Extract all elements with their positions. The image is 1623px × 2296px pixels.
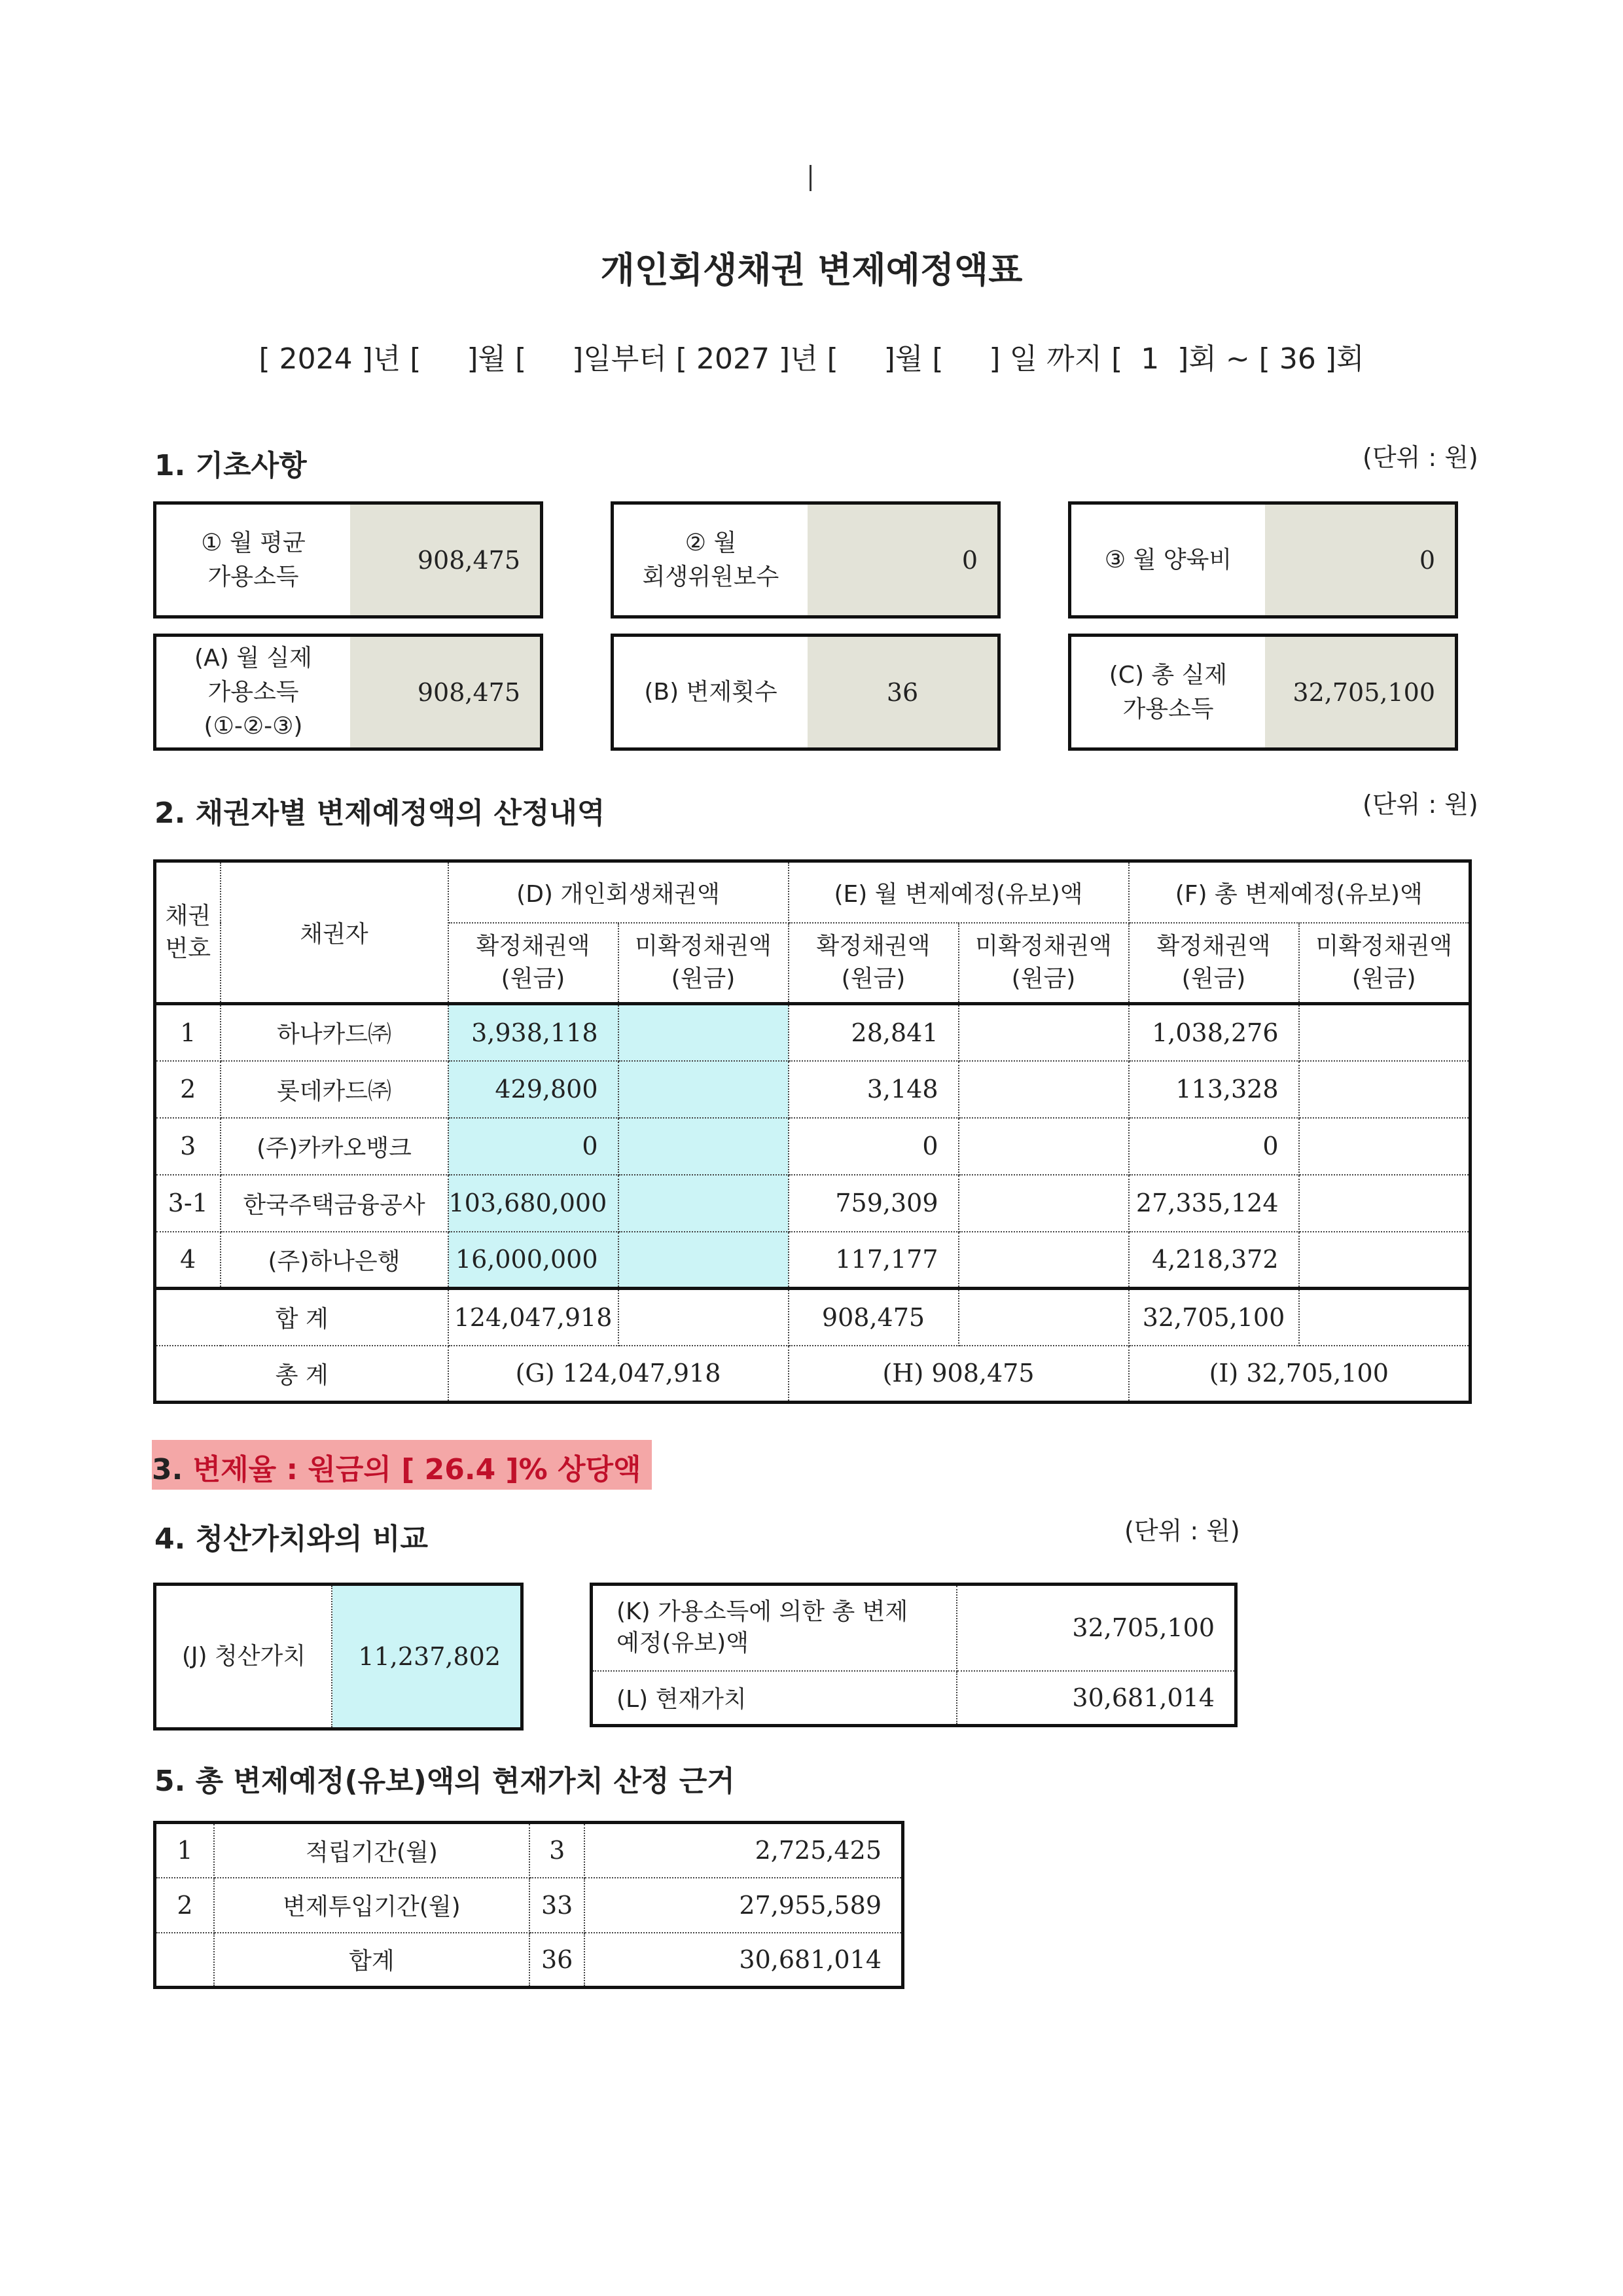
pv-row-no (155, 1933, 214, 1988)
commissioner-fee-box (611, 501, 1001, 619)
row-d-unconfirmed (618, 1118, 789, 1175)
creditor-table (153, 859, 1472, 1404)
subtotal-row (155, 1289, 1471, 1346)
repayment-count-label: (B) 변제횟수 (644, 678, 777, 706)
monthly-avg-income-label: ① 월 평균 가용소득 (201, 529, 306, 590)
row-e-confirmed: 759,309 (789, 1175, 959, 1232)
row-f-confirmed: 1,038,276 (1129, 1004, 1299, 1061)
section1-heading: 1. 기초사항 (154, 449, 307, 482)
row-no: 3 (155, 1118, 221, 1175)
commissioner-fee-value: 0 (808, 505, 997, 615)
total-g: (G) 124,047,918 (448, 1346, 789, 1403)
table-row (155, 1004, 1471, 1061)
comparison-table (590, 1583, 1238, 1727)
repayment-count-box (611, 634, 1001, 751)
table-row (155, 1878, 903, 1933)
row-f-confirmed: 27,335,124 (1129, 1175, 1299, 1232)
row-f-unconfirmed (1299, 1004, 1471, 1061)
header-d: (D) 개인회생채권액 (448, 861, 789, 923)
row-creditor: (주)카카오뱅크 (221, 1118, 448, 1175)
row-f-confirmed: 0 (1129, 1118, 1299, 1175)
row-creditor: (주)하나은행 (221, 1232, 448, 1289)
monthly-avg-income-value: 908,475 (350, 505, 540, 615)
table-row (155, 1061, 1471, 1118)
subtotal-e-unconfirmed (959, 1289, 1129, 1346)
child-support-value: 0 (1265, 505, 1455, 615)
pv-row-amount: 2,725,425 (584, 1823, 902, 1878)
l-value: 30,681,014 (957, 1671, 1236, 1726)
section4-unit: (단위 : 원) (1124, 1516, 1240, 1545)
actual-income-box (153, 634, 543, 751)
section1-unit: (단위 : 원) (1363, 443, 1478, 472)
row-e-unconfirmed (959, 1175, 1129, 1232)
k-value: 32,705,100 (957, 1585, 1236, 1671)
pv-row-no: 1 (155, 1823, 214, 1878)
liquidation-value-label: (J) 청산가치 (156, 1586, 332, 1727)
row-f-unconfirmed (1299, 1061, 1471, 1118)
total-income-box (1068, 634, 1458, 751)
liquidation-value-box (153, 1583, 524, 1731)
total-i: (I) 32,705,100 (1129, 1346, 1471, 1403)
row-d-unconfirmed (618, 1175, 789, 1232)
row-e-confirmed: 117,177 (789, 1232, 959, 1289)
row-creditor: 하나카드㈜ (221, 1004, 448, 1061)
table-row (155, 1118, 1471, 1175)
row-f-unconfirmed (1299, 1118, 1471, 1175)
commissioner-fee-label: ② 월 회생위원보수 (642, 529, 779, 590)
k-label: (K) 가용소득에 의한 총 변제 예정(유보)액 (592, 1585, 957, 1671)
total-income-value: 32,705,100 (1265, 637, 1455, 747)
total-label: 총 계 (155, 1346, 448, 1403)
row-f-unconfirmed (1299, 1175, 1471, 1232)
row-e-confirmed: 28,841 (789, 1004, 959, 1061)
pv-row-label: 합계 (214, 1933, 529, 1988)
document-title: 개인회생채권 변제예정액표 (600, 249, 1023, 291)
repayment-rate (152, 1446, 641, 1488)
row-e-confirmed: 0 (789, 1118, 959, 1175)
header-f-confirmed: 확정채권액 (원금) (1129, 923, 1299, 1004)
row-e-unconfirmed (959, 1118, 1129, 1175)
subtotal-e-confirmed: 908,475 (789, 1289, 959, 1346)
child-support-box (1068, 501, 1458, 619)
row-e-unconfirmed (959, 1004, 1129, 1061)
header-f: (F) 총 변제예정(유보)액 (1129, 861, 1471, 923)
row-d-confirmed: 3,938,118 (448, 1004, 618, 1061)
table-row (155, 1933, 903, 1988)
total-h: (H) 908,475 (789, 1346, 1129, 1403)
row-e-confirmed: 3,148 (789, 1061, 959, 1118)
header-d-unconfirmed: 미확정채권액 (원금) (618, 923, 789, 1004)
section2-unit: (단위 : 원) (1363, 790, 1478, 819)
row-d-unconfirmed (618, 1004, 789, 1061)
repayment-rate-number: 3. (152, 1453, 193, 1486)
row-d-confirmed: 429,800 (448, 1061, 618, 1118)
repayment-rate-text: 변제율 : 원금의 [ 26.4 ]% 상당액 (192, 1453, 641, 1486)
pv-row-no: 2 (155, 1878, 214, 1933)
row-no: 1 (155, 1004, 221, 1061)
present-value-table (153, 1821, 904, 1989)
pv-row-months: 36 (529, 1933, 584, 1988)
row-f-confirmed: 4,218,372 (1129, 1232, 1299, 1289)
header-e-confirmed: 확정채권액 (원금) (789, 923, 959, 1004)
header-no: 채권 번호 (155, 861, 221, 1004)
section4-heading: 4. 청산가치와의 비교 (154, 1522, 428, 1556)
header-d-confirmed: 확정채권액 (원금) (448, 923, 618, 1004)
row-e-unconfirmed (959, 1061, 1129, 1118)
subtotal-label: 합 계 (155, 1289, 448, 1346)
row-d-unconfirmed (618, 1232, 789, 1289)
subtotal-f-confirmed: 32,705,100 (1129, 1289, 1299, 1346)
row-f-unconfirmed (1299, 1232, 1471, 1289)
child-support-label: ③ 월 양육비 (1104, 546, 1232, 573)
pv-row-amount: 30,681,014 (584, 1933, 902, 1988)
header-e: (E) 월 변제예정(유보)액 (789, 861, 1129, 923)
subtotal-d-unconfirmed (618, 1289, 789, 1346)
header-creditor: 채권자 (221, 861, 448, 1004)
repayment-count-value: 36 (808, 637, 997, 747)
pv-row-months: 33 (529, 1878, 584, 1933)
text-cursor (810, 165, 812, 191)
table-row (155, 1175, 1471, 1232)
repayment-period: [ 2024 ]년 [ ]월 [ ]일부터 [ 2027 ]년 [ ]월 [ ] 일 까지 [ 1 ]회 ~ [ 36 ]회 (259, 342, 1364, 376)
row-d-confirmed: 0 (448, 1118, 618, 1175)
row-creditor: 롯데카드㈜ (221, 1061, 448, 1118)
pv-row-amount: 27,955,589 (584, 1878, 902, 1933)
row-no: 2 (155, 1061, 221, 1118)
total-row (155, 1346, 1471, 1403)
total-income-label: (C) 총 실제 가용소득 (1109, 661, 1228, 723)
table-row (155, 1823, 903, 1878)
liquidation-value: 11,237,802 (332, 1586, 520, 1727)
actual-income-value: 908,475 (350, 637, 540, 747)
row-f-confirmed: 113,328 (1129, 1061, 1299, 1118)
pv-row-label: 적립기간(월) (214, 1823, 529, 1878)
row-d-confirmed: 16,000,000 (448, 1232, 618, 1289)
row-d-confirmed: 103,680,000 (448, 1175, 618, 1232)
section2-heading: 2. 채권자별 변제예정액의 산정내역 (154, 797, 605, 830)
subtotal-d-confirmed: 124,047,918 (448, 1289, 618, 1346)
section5-heading: 5. 총 변제예정(유보)액의 현재가치 산정 근거 (154, 1765, 735, 1798)
monthly-avg-income-box (153, 501, 543, 619)
header-e-unconfirmed: 미확정채권액 (원금) (959, 923, 1129, 1004)
pv-row-label: 변제투입기간(월) (214, 1878, 529, 1933)
pv-row-months: 3 (529, 1823, 584, 1878)
l-label: (L) 현재가치 (592, 1671, 957, 1726)
row-no: 4 (155, 1232, 221, 1289)
row-e-unconfirmed (959, 1232, 1129, 1289)
subtotal-f-unconfirmed (1299, 1289, 1471, 1346)
header-f-unconfirmed: 미확정채권액 (원금) (1299, 923, 1471, 1004)
row-d-unconfirmed (618, 1061, 789, 1118)
row-creditor: 한국주택금융공사 (221, 1175, 448, 1232)
table-row (155, 1232, 1471, 1289)
row-no: 3-1 (155, 1175, 221, 1232)
actual-income-label: (A) 월 실제 가용소득 (①-②-③) (194, 644, 312, 740)
